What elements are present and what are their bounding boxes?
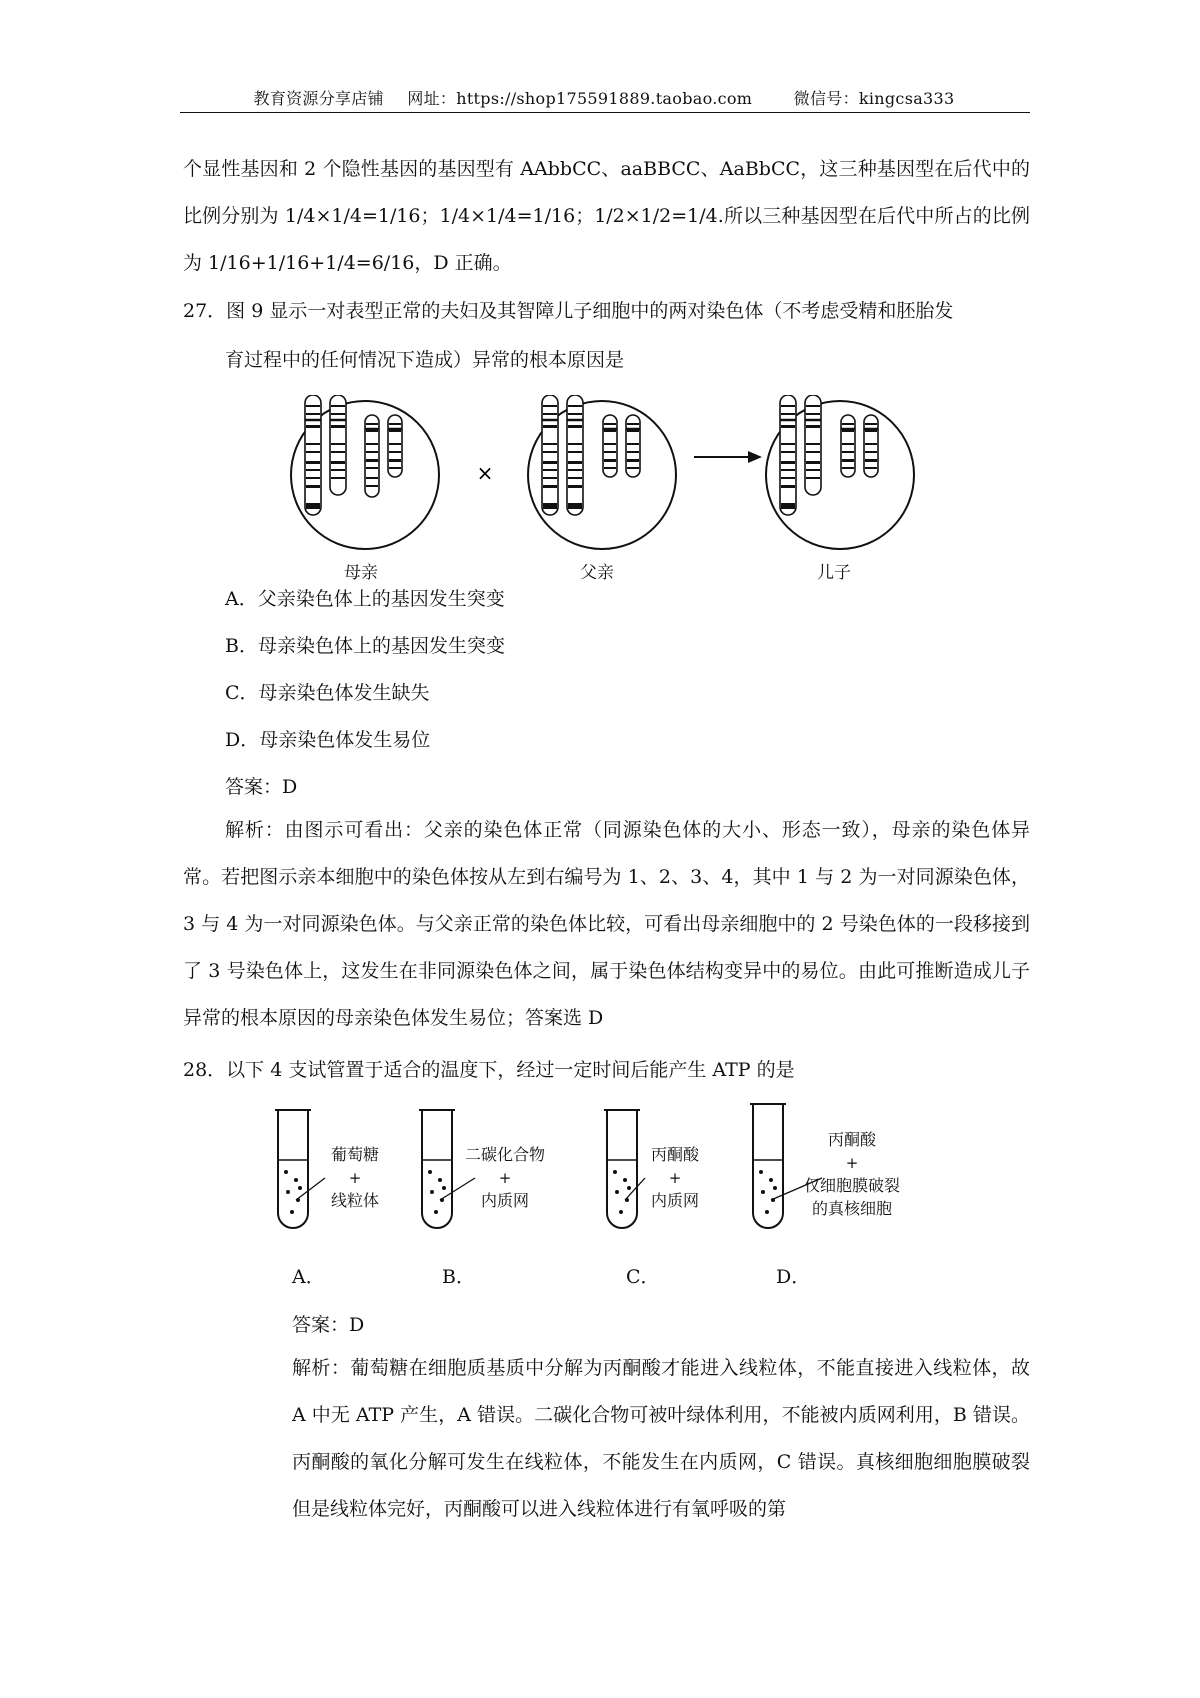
cross-symbol: × (476, 461, 494, 485)
label-father: 父亲 (580, 563, 614, 583)
q28-answer: 答案：D (292, 1314, 365, 1336)
son-chromosome-3 (841, 415, 855, 477)
father-chromosome-2 (567, 395, 583, 515)
mother-chromosome-1 (305, 395, 321, 515)
q28-analysis: 解析：葡萄糖在细胞质基质中分解为丙酮酸才能进入线粒体，不能直接进入线粒体，故 A 中无 ATP 产生，A 错误。二碳化合物可被叶绿体利用，不能被内质网利用，B 错误。丙酮酸的氧化分解可发生在线粒体，不能发生在内质网，C 错误。真核细胞细胞膜破裂但是线粒体完好，丙酮酸可以进入线粒体进行有氧呼吸的第 (292, 1357, 1030, 1520)
tube-a-letter: A． (292, 1266, 325, 1288)
tube-b-letter: B． (442, 1266, 475, 1288)
tube-d-label-line: 的真核细胞 (811, 1199, 893, 1218)
header-rule (180, 112, 1030, 113)
tube-b-label-line: + (498, 1169, 512, 1187)
tube-a-label-line: 葡萄糖 (330, 1145, 380, 1164)
mother-chromosome-3 (365, 415, 379, 497)
test-tube-c (604, 1110, 700, 1228)
son-chromosome-2 (805, 395, 821, 495)
mother-chromosome-2 (330, 395, 346, 495)
tube-c-letter: C． (626, 1266, 660, 1288)
test-tube-a (275, 1110, 379, 1228)
header-url: 网址：https://shop175591889.taobao.com (407, 89, 753, 108)
q27-option-b: B．母亲染色体上的基因发生突变 (225, 635, 505, 657)
header-wechat: 微信号：kingcsa333 (793, 89, 955, 108)
continuation-paragraph: 个显性基因和 2 个隐性基因的基因型有 AAbbCC、aaBBCC、AaBbCC，这三种基因型在后代中的比例分别为 1/4×1/4=1/16；1/4×1/4=1/16；1/2×1/2=1/4.所以三种基因型在后代中所占的比例为 1/16+1/16+1/4=6/16，D 正确。 (183, 158, 1030, 274)
tube-c-label-line: 内质网 (650, 1191, 700, 1210)
father-chromosome-1 (542, 395, 558, 515)
arrow-head (748, 451, 762, 463)
q27-option-c: C．母亲染色体发生缺失 (225, 682, 430, 704)
tube-a-label-line: + (348, 1169, 362, 1187)
tube-a-label-line: 线粒体 (330, 1191, 380, 1210)
father-chromosome-3 (603, 415, 617, 477)
header-shop: 教育资源分享店铺 (253, 89, 384, 108)
q28-stem: 28．以下 4 支试管置于适合的温度下，经过一定时间后能产生 ATP 的是 (183, 1059, 795, 1081)
q27-stem-line1: 27．图 9 显示一对表型正常的夫妇及其智障儿子细胞中的两对染色体（不考虑受精和胚胎发 (183, 300, 954, 322)
tube-b-label-line: 内质网 (480, 1191, 530, 1210)
test-tube-d (750, 1104, 900, 1228)
test-tube-figure (270, 1100, 950, 1270)
q27-answer: 答案：D (225, 776, 298, 798)
tube-c-label-line: + (668, 1169, 682, 1187)
page-header (180, 86, 1028, 109)
tube-d-label-line: 仅细胞膜破裂 (803, 1176, 901, 1195)
label-son: 儿子 (817, 563, 851, 583)
tube-c-label-line: 丙酮酸 (650, 1145, 700, 1164)
son-chromosome-4 (864, 415, 878, 477)
q27-stem-line2: 育过程中的任何情况下造成）异常的根本原因是 (225, 349, 625, 371)
tube-d-label-line: + (845, 1154, 859, 1172)
test-tube-b (419, 1110, 545, 1228)
q27-option-a: A．父亲染色体上的基因发生突变 (225, 588, 505, 610)
q27-analysis: 解析：由图示可看出：父亲的染色体正常（同源染色体的大小、形态一致），母亲的染色体异常。若把图示亲本细胞中的染色体按从左到右编号为 1、2、3、4，其中 1 与 2 为一对同源染色体，3 与 4 为一对同源染色体。与父亲正常的染色体比较，可看出母亲细胞中的 2 号染色体的一段移接到了 3 号染色体上，这发生在非同源染色体之间，属于染色体结构变异中的易位。由此可推断造成儿子异常的根本原因的母亲染色体发生易位；答案选 D (183, 819, 1030, 1029)
tube-d-label-line: 丙酮酸 (827, 1130, 877, 1149)
tube-b-label-line: 二碳化合物 (464, 1145, 546, 1164)
label-mother: 母亲 (344, 563, 378, 583)
mother-chromosome-4 (388, 415, 402, 477)
father-chromosome-4 (626, 415, 640, 477)
q27-option-d: D．母亲染色体发生易位 (225, 729, 431, 751)
son-chromosome-1 (780, 395, 796, 515)
tube-d-letter: D． (776, 1266, 811, 1288)
